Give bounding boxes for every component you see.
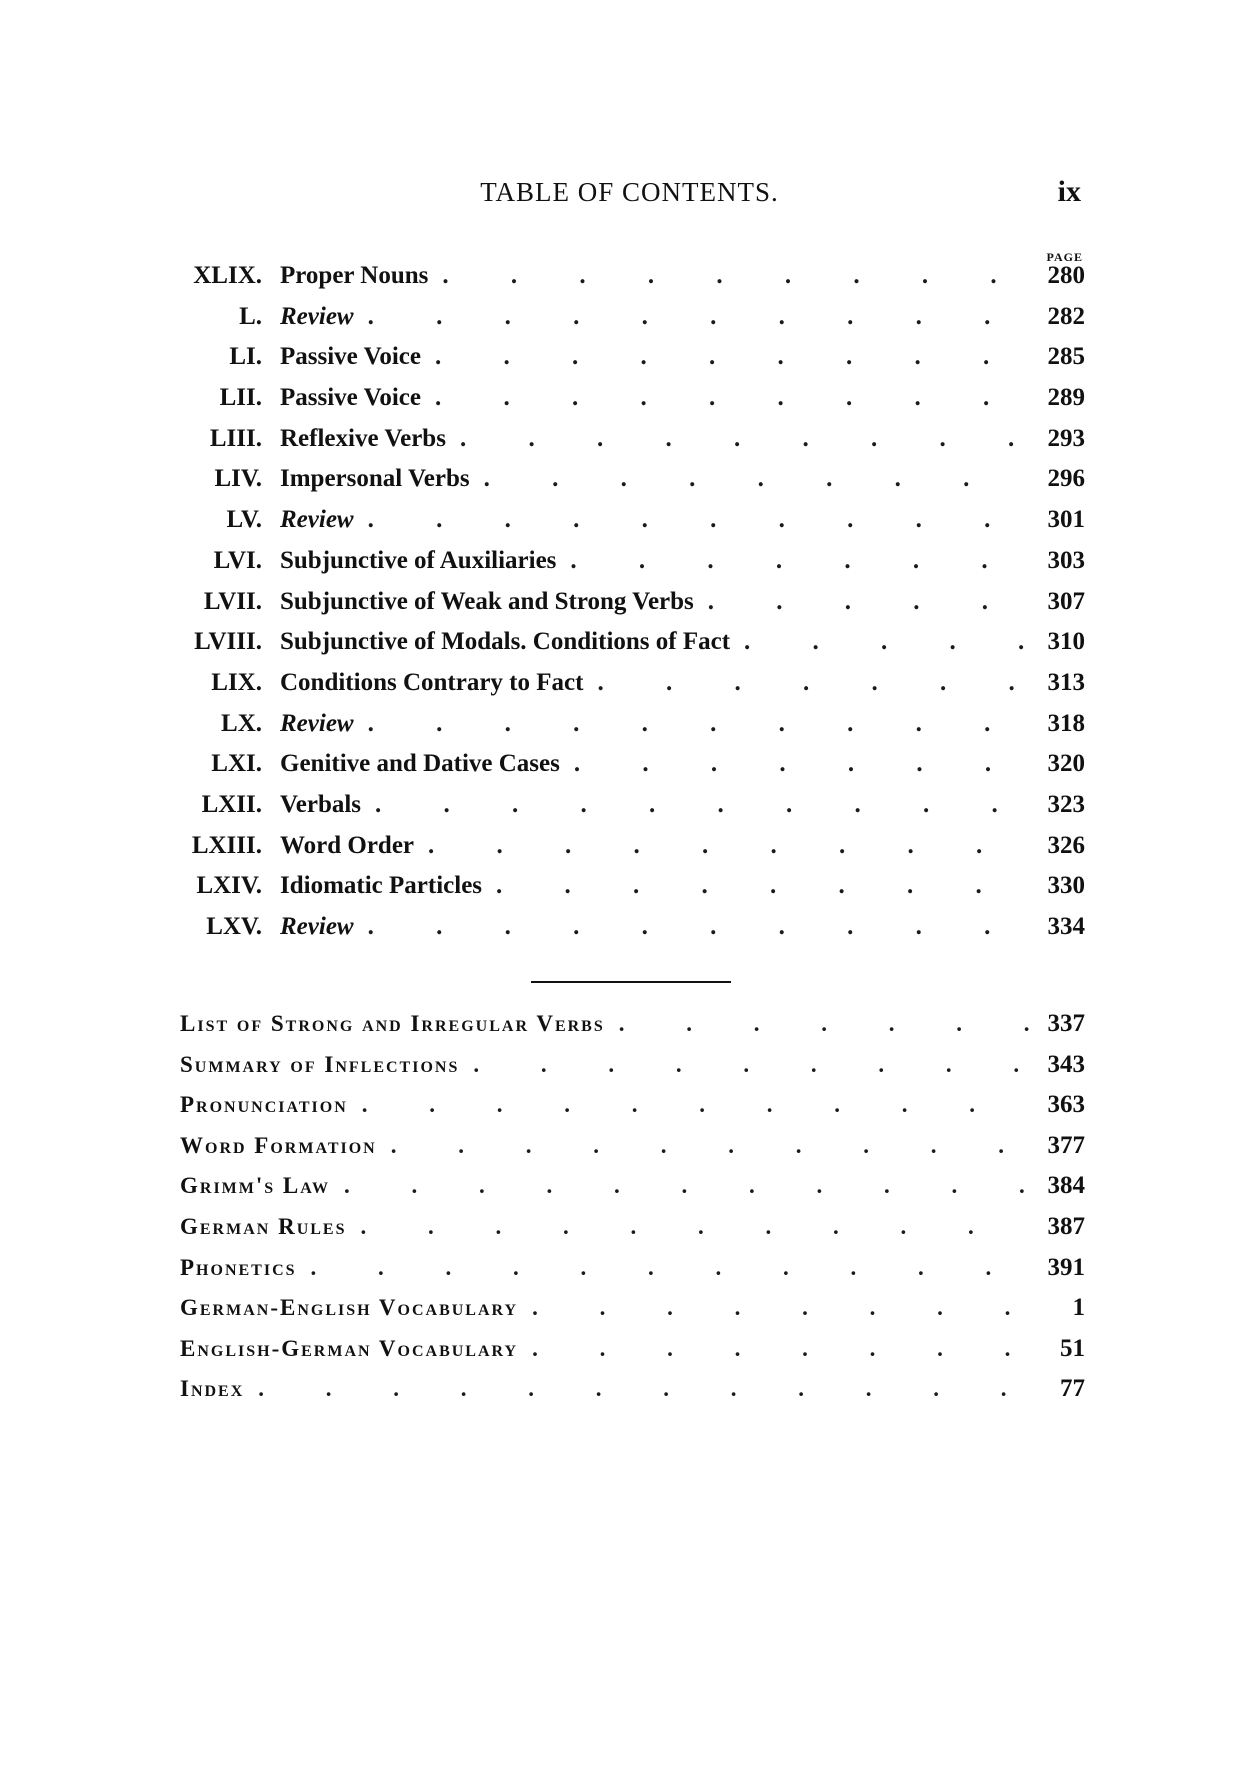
toc-entry [180,669,1085,710]
toc-entry [180,1213,1085,1254]
chapter-page: 285 [1047,343,1085,371]
toc-entry [180,425,1085,466]
dot-leader [556,547,1031,575]
chapter-numeral: LVIII. [194,628,262,656]
chapter-numeral: LXIV. [196,872,262,900]
section-divider [531,981,731,983]
chapter-numeral: LXV. [206,913,262,940]
chapter-page: 320 [1047,750,1085,778]
toc-entry [180,1051,1085,1092]
toc-entry [180,1172,1085,1213]
chapter-list [180,262,1085,954]
appendix-title: List of Strong and Irregular Verbs [180,1011,605,1036]
chapter-numeral: LXII. [201,790,262,818]
appendix-page: 384 [1047,1172,1085,1200]
appendix-page: 363 [1047,1091,1085,1119]
chapter-title: Passive Voice [280,343,421,371]
chapter-title: Review [280,913,354,940]
appendix-page: 343 [1047,1050,1085,1078]
chapter-numeral: LII. [219,384,262,412]
toc-entry [180,384,1085,425]
toc-entry [180,710,1085,751]
chapter-numeral: LX. [221,709,262,737]
appendix-title: Pronunciation [180,1092,348,1118]
appendix-page: 51 [1060,1334,1085,1362]
chapter-page: 293 [1047,424,1085,452]
chapter-title: Passive Voice [280,384,421,412]
chapter-numeral: LIX. [211,668,262,696]
chapter-title: Idiomatic Particles [280,872,483,900]
chapter-numeral: LVI. [213,546,262,574]
chapter-numeral: L. [239,302,262,330]
toc-entry [180,303,1085,344]
dot-leader [297,1255,1031,1281]
chapter-page: 282 [1047,302,1085,330]
dot-leader [560,750,1031,778]
dot-leader [605,1011,1031,1037]
appendix-page: 77 [1060,1375,1085,1403]
dot-leader [482,872,1031,900]
chapter-numeral: LIV. [214,465,262,493]
chapter-title: Review [280,302,354,330]
page-header [0,172,1259,212]
appendix-title: Phonetics [180,1254,297,1280]
appendix-title: Summary of Inflections [180,1051,460,1077]
toc-entry [180,1132,1085,1173]
dot-leader [428,262,1031,290]
dot-leader [346,1214,1031,1240]
toc-entry [180,1294,1085,1335]
dot-leader [730,628,1031,656]
toc-entry [180,1335,1085,1376]
chapter-title: Subjunctive of Weak and Strong Verbs [280,587,694,615]
appendix-title: German-English Vocabulary [180,1295,519,1321]
appendix-title: Grimm's Law [180,1173,331,1199]
chapter-title: Review [280,709,354,737]
dot-leader [414,832,1031,860]
toc-entry [180,1254,1085,1295]
dot-leader [421,384,1031,412]
chapter-numeral: LI. [229,343,262,371]
appendix-title: Index [180,1376,245,1402]
chapter-page: 310 [1047,628,1085,656]
appendix-title: Word Formation [180,1132,377,1158]
chapter-page: 313 [1047,668,1085,696]
toc-entry [180,750,1085,791]
chapter-page: 280 [1047,262,1085,289]
chapter-title: Reflexive Verbs [280,424,446,452]
toc-entry [180,588,1085,629]
toc-entry [180,1091,1085,1132]
dot-leader [330,1173,1031,1199]
dot-leader [244,1376,1031,1402]
dot-leader [459,1052,1031,1078]
chapter-page: 318 [1047,709,1085,737]
chapter-title: Verbals [280,790,362,818]
appendix-page: 387 [1047,1212,1085,1240]
toc-entry [180,872,1085,913]
chapter-title: Subjunctive of Modals. Conditions of Fact [280,628,731,656]
chapter-page: 289 [1047,384,1085,412]
dot-leader [446,425,1031,453]
dot-leader [354,710,1031,738]
dot-leader [518,1295,1031,1321]
dot-leader [361,791,1031,819]
appendix-title: English-German Vocabulary [180,1335,519,1361]
chapter-numeral: LVII. [203,587,262,615]
dot-leader [377,1133,1031,1159]
appendix-title: German Rules [180,1213,347,1239]
chapter-title: Genitive and Dative Cases [280,750,560,778]
dot-leader [348,1092,1031,1118]
chapter-title: Proper Nouns [280,262,429,289]
appendix-page: 377 [1047,1131,1085,1159]
toc-entry [180,262,1085,303]
toc-entry [180,628,1085,669]
chapter-page: 334 [1047,913,1085,940]
toc-entry [180,547,1085,588]
toc-entry [180,832,1085,873]
chapter-title: Subjunctive of Auxiliaries [280,546,557,574]
chapter-page: 301 [1047,506,1085,534]
dot-leader [421,343,1031,371]
appendix-list [180,1010,1085,1416]
toc-entry [180,465,1085,506]
chapter-page: 303 [1047,546,1085,574]
toc-entry [180,506,1085,547]
chapter-numeral: LV. [226,506,262,534]
toc-entry [180,343,1085,384]
chapter-page: 307 [1047,587,1085,615]
dot-leader [694,588,1031,616]
chapter-numeral: LIII. [209,424,262,452]
appendix-page: 337 [1047,1010,1085,1037]
chapter-page: 330 [1047,872,1085,900]
dot-leader [470,465,1031,493]
chapter-numeral: LXI. [211,750,262,778]
toc-entry [180,1375,1085,1416]
appendix-page: 391 [1047,1253,1085,1281]
dot-leader [354,303,1031,331]
dot-leader [518,1336,1031,1362]
chapter-title: Word Order [280,831,415,859]
chapter-numeral: XLIX. [193,262,262,289]
page-title: TABLE OF CONTENTS. [480,177,779,207]
dot-leader [354,913,1031,941]
chapter-title: Conditions Contrary to Fact [280,668,584,696]
toc-entry [180,1010,1085,1051]
toc-entry [180,791,1085,832]
page-number: ix [1057,175,1081,208]
chapter-title: Review [280,506,354,534]
chapter-page: 326 [1047,831,1085,859]
chapter-numeral: LXIII. [191,831,262,859]
dot-leader [354,506,1031,534]
dot-leader [583,669,1031,697]
chapter-page: 323 [1047,790,1085,818]
page-column-label: PAGE [1046,250,1083,264]
toc-entry [180,913,1085,954]
chapter-page: 296 [1047,465,1085,493]
chapter-title: Impersonal Verbs [280,465,470,493]
appendix-page: 1 [1072,1294,1085,1322]
